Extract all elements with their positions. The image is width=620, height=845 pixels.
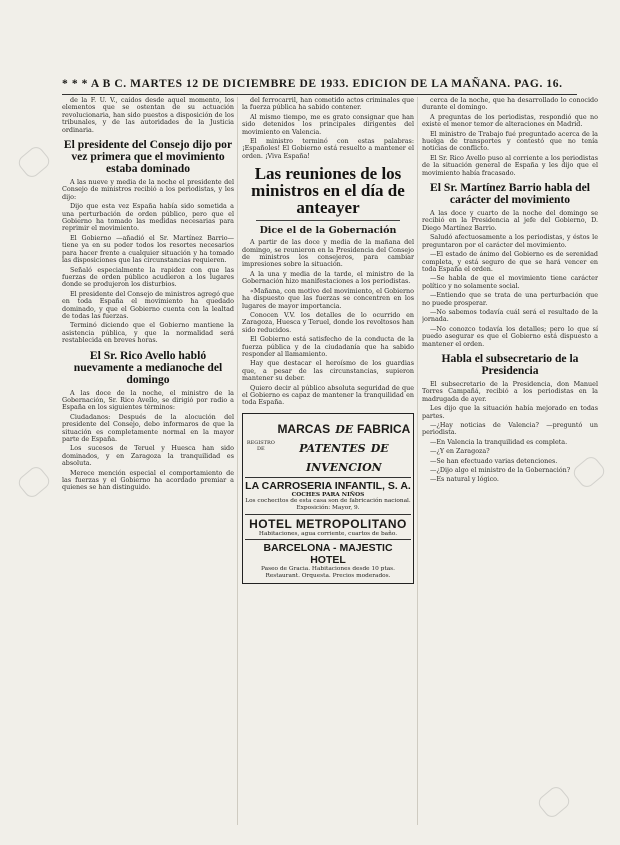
paragraph: El Gobierno —añadió el Sr. Martínez Barrio— tiene ya en su poder todos los resortes necesarios para hacer frente a cualquier situación y ha tomado las disposiciones que las circunstancias requieren. (62, 233, 234, 265)
paragraph: Merece mención especial el comportamiento de las fuerzas y el Gobierno ha acordado premiar a quienes se han distinguido. (62, 468, 234, 492)
paragraph: cerca de la noche, que ha desarrollado lo conocido durante el domingo. (422, 97, 598, 112)
paragraph: «Mañana, con motivo del movimiento, el Gobierno ha dispuesto que las fuerzas se concentren en los lugares de mayor importancia. (242, 286, 414, 310)
paragraph: —Entiendo que se trata de una perturbación que no puede prosperar. (422, 291, 598, 307)
ad-headline: MARCAS (277, 421, 331, 436)
advertisement-hotel-metropolitano (245, 515, 411, 541)
paragraph: A preguntas de los periodistas, respondió que no existe el menor temor de alteraciones en Madrid. (422, 112, 598, 129)
column-1 (62, 97, 234, 825)
headline: El Sr. Martínez Barrio habla del carácter del movimiento (430, 181, 590, 207)
advertisement-majestic-hotel (245, 540, 411, 581)
page-header: * * * A B C. MARTES 12 DE DICIEMBRE DE 1933. EDICION DE LA MAÑANA. PAG. 16. (62, 78, 577, 95)
advertisement-carroseria (245, 478, 411, 515)
paragraph: A las doce y cuarto de la noche del domingo se recibió en la Presidencia al jefe del Gobierno, D. Diego Martínez Barrio. (422, 209, 598, 232)
ad-text: Paseo de Gracia. Habitaciones desde 10 ptas. Restaurant. Orquesta. Precios moderados. (261, 566, 395, 579)
ad-headline: PATENTES (299, 441, 366, 455)
paragraph: El Gobierno está satisfecho de la conducta de la fuerza pública y de la ciudadanía que ha sabido responder al llamamiento. (242, 335, 414, 358)
ad-headline: BARCELONA - MAJESTIC HOTEL (263, 542, 393, 567)
paragraph: Señaló especialmente la rapidez con que las fuerzas de orden público acudieron a los lugares donde se produjeron los disturbios. (62, 265, 234, 289)
paragraph: Quiero decir al público absoluta seguridad de que el Gobierno es capaz de mantener la tranquilidad en toda España. (242, 383, 414, 407)
paragraph: —Se han efectuado varias detenciones. (430, 456, 558, 465)
advertisement-patents (245, 416, 411, 478)
paragraph: —¿Hay noticias de Valencia? —preguntó un periodista. (422, 421, 598, 437)
headline: Habla el subsecretario de la Presidencia (441, 351, 579, 377)
ad-headline: INVENCION (306, 460, 382, 474)
ad-label: REGISTRO DE (246, 440, 275, 453)
paragraph: Dijo que esta vez España había sido sometida a una perturbación de orden público, pero que el Gobierno ha tomado las medidas necesarias para reprimir el movimiento. (62, 202, 234, 233)
paragraph: del ferrocarril, han cometido actos criminales que la fuerza pública ha sabido contener. (242, 97, 414, 112)
paragraph: A las nueve y media de la noche el presidente del Consejo de ministros recibió a los periodistas, y les dijo: (62, 178, 234, 201)
column-divider (237, 97, 238, 825)
paragraph: Les dijo que la situación había mejorado en todas partes. (422, 404, 598, 420)
paragraph: Ciudadanos: Después de la alocución del presidente del Consejo, debo informaros de que la situación es completamente normal en la mayor parte de España. (62, 412, 234, 443)
paragraph: Al mismo tiempo, me es grato consignar que han sido detenidos los principales dirigentes del movimiento en Valencia. (242, 112, 414, 136)
paragraph: —No conozco todavía los detalles; pero lo que sí puedo asegurar es que el Gobierno está dispuesto a mantener el orden. (422, 324, 598, 348)
headline: El presidente del Consejo dijo por vez primera que el movimiento estaba dominado (63, 138, 233, 176)
paragraph: A la una y media de la tarde, el ministro de la Gobernación hizo manifestaciones a los periodistas. (242, 269, 414, 286)
paragraph: El subsecretario de la Presidencia, don Manuel Torres Campañá, recibió a los periodistas en la madrugada de ayer. (422, 379, 598, 403)
paragraph: Terminó diciendo que el Gobierno mantiene la asistencia pública, y que la normalidad será restablecida en breves horas. (62, 321, 234, 345)
divider (256, 220, 400, 221)
paragraph: Hay que destacar el heroísmo de los guardias que, a pesar de las circunstancias, supieron mantener su deber. (242, 359, 414, 383)
paragraph: —Se habla de que el movimiento tiene carácter político y no solamente social. (422, 274, 598, 290)
headline: El Sr. Rico Avello habló nuevamente a medianoche del domingo (73, 348, 223, 386)
paragraph: A partir de las doce y media de la mañana del domingo, se reunieron en la Presidencia del Consejo de ministros los consejeros, para cambiar impresiones sobre la situación. (242, 238, 414, 269)
advertisement-block (242, 413, 414, 585)
ad-subheadline: COCHES PARA NIÑOS (291, 491, 365, 498)
paragraph: —¿Y en Zaragoza? (430, 447, 490, 456)
column-divider (417, 97, 418, 825)
paragraph: Conocen V.V. los detalles de lo ocurrido en Zaragoza, Huesca y Teruel, donde los revoltosos han sido reducidos. (242, 310, 414, 334)
paragraph: —En Valencia la tranquilidad es completa. (430, 437, 568, 446)
paragraph: A las doce de la noche, el ministro de la Gobernación, Sr. Rico Avello, se dirigió por radio a España en los siguientes términos: (62, 388, 234, 412)
ad-headline: DE (335, 422, 357, 436)
column-2 (242, 97, 414, 825)
paragraph: El ministro de Trabajo fué preguntado acerca de la huelga de transportes y contestó que no tenía noticias de conflicto. (422, 129, 598, 153)
paragraph: —El estado de ánimo del Gobierno es de serenidad completa, y está seguro de que se hará vencer en toda España el orden. (422, 250, 598, 273)
paragraph: —¿Dijo algo el ministro de la Gobernación? (430, 466, 571, 475)
paragraph: —Es natural y lógico. (430, 475, 499, 484)
ad-text: Los cochecitos de esta casa son de fabricación nacional. Exposición: Mayor, 9. (245, 498, 411, 511)
ad-text: Habitaciones, agua corriente, cuartos de baño. (258, 530, 398, 537)
watermark-mark (16, 464, 53, 500)
ad-headline: HOTEL METROPOLITANO (249, 516, 407, 531)
headline: Las reuniones de los ministros en el día de anteayer (251, 164, 405, 218)
paragraph: El ministro terminó con estas palabras: ¡Españoles! El Gobierno está resuelto a mantener el orden. ¡Viva España! (242, 137, 414, 160)
paragraph: Saludó afectuosamente a los periodistas, y éstos le preguntaron por el carácter del movimiento. (422, 233, 598, 249)
ad-headline: FABRICA (356, 421, 411, 436)
column-3 (422, 97, 598, 825)
ad-headline: LA CARROSERIA INFANTIL, S. A. (245, 479, 411, 492)
paragraph: El presidente del Consejo de ministros agregó que en toda España el movimiento ha quedado dominado, y que el Gobierno cuenta con la lealtad de todas las fuerzas. (62, 289, 234, 320)
paragraph: El Sr. Rico Avello puso al corriente a los periodistas de la situación general de España y les dijo que el movimiento había fracasado. (422, 153, 598, 177)
paragraph: Los sucesos de Teruel y Huesca han sido dominados, y en Zaragoza la tranquilidad es absoluta. (62, 444, 234, 468)
ad-headline: DE (370, 441, 389, 455)
paragraph: de la F. U. V., caídos desde aquel momento, los elementos que se ostentan de su actuación revolucionaria, han sido puestos a disposición de los tribunales, y de las autoridades de la Justicia ordinaria. (62, 97, 234, 134)
subheadline: Dice el de la Gobernación (259, 225, 397, 237)
paragraph: —No sabemos todavía cuál será el resultado de la jornada. (422, 307, 598, 324)
watermark-mark (16, 144, 53, 180)
